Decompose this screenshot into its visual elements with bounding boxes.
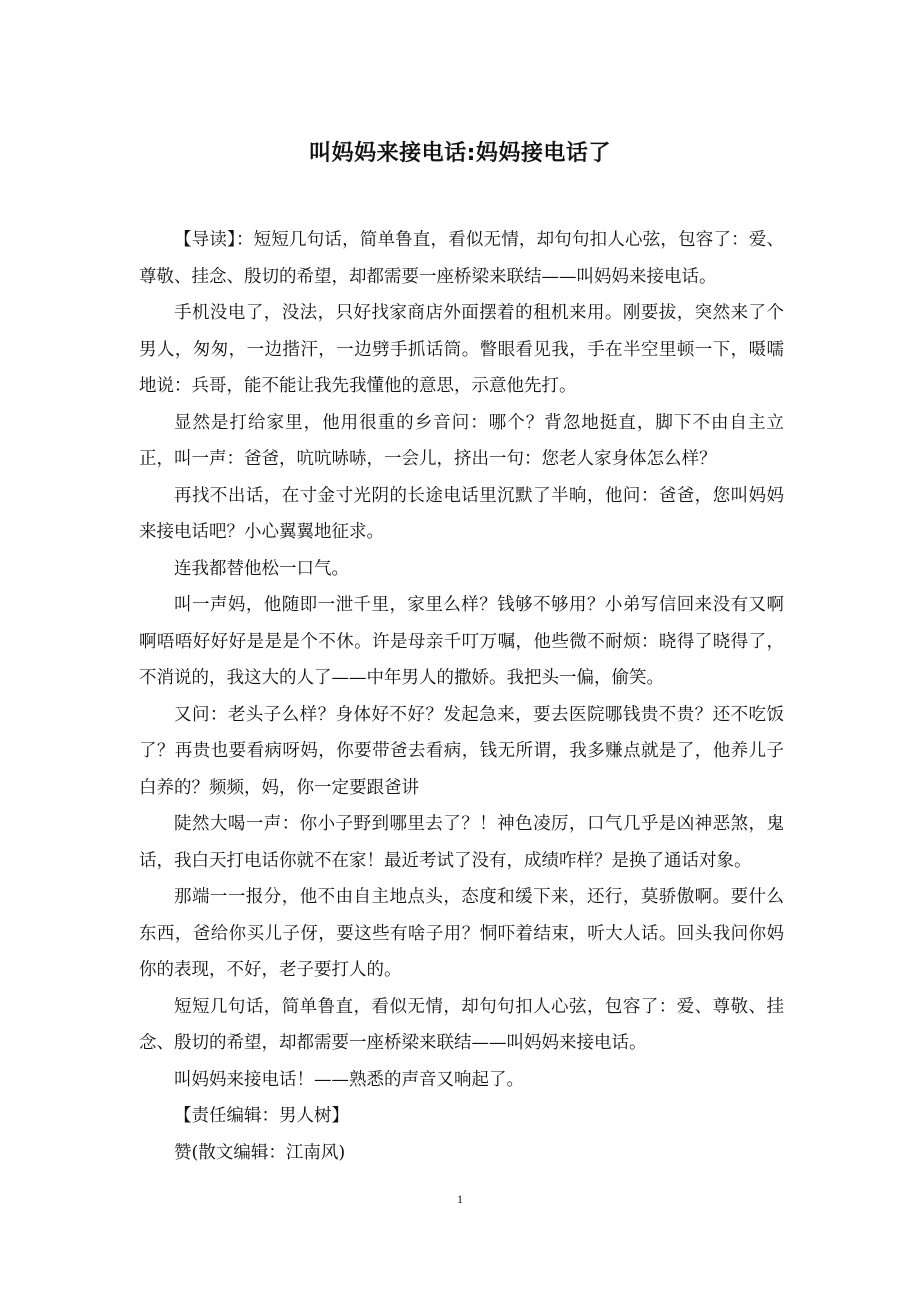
paragraph: 陡然大喝一声：你小子野到哪里去了？！神色凌厉，口气几乎是凶神恶煞，鬼话，我白天打电话你就不在家！最近考试了没有，成绩咋样？是换了通话对象。 (139, 814, 784, 871)
paragraph: 叫妈妈来接电话！——熟悉的声音又响起了。 (174, 1069, 524, 1090)
paragraph: 短短几句话，简单鲁直，看似无情，却句句扣人心弦，包容了：爱、尊敬、挂念、殷切的希望，却都需要一座桥梁来联结——叫妈妈来接电话。 (139, 996, 784, 1053)
paragraph: 手机没电了，没法，只好找家商店外面摆着的租机来用。刚要拔，突然来了个男人，匆匆，一边揩汗，一边劈手抓话筒。瞥眼看见我，手在半空里顿一下，嗫嚅地说：兵哥，能不能让我先我懂他的意思，示意他先打。 (139, 303, 784, 396)
article-body (139, 222, 784, 1171)
paragraph: 再找不出话，在寸金寸光阴的长途电话里沉默了半晌，他问：爸爸，您叫妈妈来接电话吧？小心翼翼地征求。 (139, 485, 784, 542)
paragraph: 又问：老头子么样？身体好不好？发起急来，要去医院哪钱贵不贵？还不吃饭了？再贵也要看病呀妈，你要带爸去看病，钱无所谓，我多赚点就是了，他养儿子白养的？频频，妈，你一定要跟爸讲 (139, 704, 784, 798)
paragraph-intro: 【导读】：短短几句话，简单鲁直，看似无情，却句句扣人心弦，包容了：爱、尊敬、挂念、殷切的希望，却都需要一座桥梁来联结——叫妈妈来接电话。 (139, 230, 784, 287)
prose-editor-credit: 赞(散文编辑：江南风) (174, 1142, 346, 1163)
editor-credit: 【责任编辑：男人树】 (174, 1106, 349, 1126)
document-title: 叫妈妈来接电话:妈妈接电话了 (309, 141, 611, 166)
paragraph: 叫一声妈，他随即一泄千里，家里么样？钱够不够用？小弟写信回来没有又啊啊唔唔好好好是是是个不休。许是母亲千叮万嘱，他些微不耐烦：晓得了晓得了，不消说的，我这大的人了——中年男人的撒娇。我把头一偏，偷笑。 (139, 595, 784, 688)
paragraph: 连我都替他松一口气。 (174, 558, 349, 579)
page-number: 1 (457, 1192, 463, 1206)
paragraph: 显然是打给家里，他用很重的乡音问：哪个？背忽地挺直，脚下不由自主立正，叫一声：爸爸，吭吭哧哧，一会儿，挤出一句：您老人家身体怎么样？ (139, 412, 784, 469)
paragraph: 那端一一报分，他不由自主地点头，态度和缓下来，还行，莫骄傲啊。要什么东西，爸给你买儿子伢，要这些有啥子用？恫吓着结束，听大人话。回头我问你妈你的表现，不好，老子要打人的。 (139, 887, 784, 980)
